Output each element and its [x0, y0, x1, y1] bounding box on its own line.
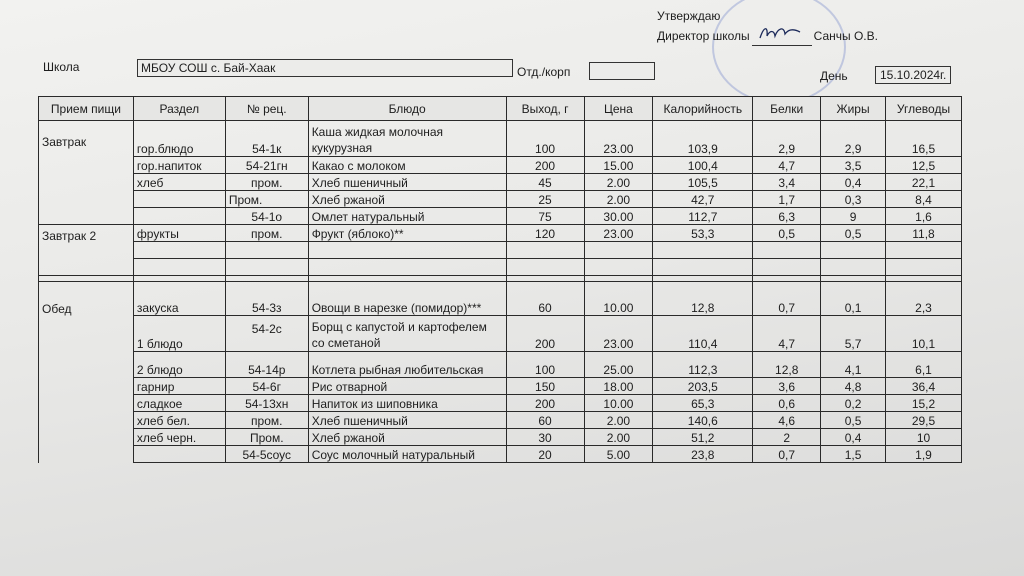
cell-dish: Хлеб ржаной	[308, 191, 506, 208]
empty-row	[39, 259, 962, 276]
cell-protein: 0,5	[753, 225, 821, 242]
cell-protein: 12,8	[753, 352, 821, 378]
col-dish: Блюдо	[308, 97, 506, 121]
cell-carbs: 10,1	[886, 316, 962, 352]
cell-protein: 1,7	[753, 191, 821, 208]
date-field: 15.10.2024г.	[875, 66, 951, 84]
meal-cell: Завтрак	[39, 121, 134, 225]
cell-fat: 3,5	[821, 157, 886, 174]
cell-dish	[308, 316, 506, 352]
cell-fat: 1,5	[821, 446, 886, 463]
cell-calories: 65,3	[653, 395, 753, 412]
col-carbs: Углеводы	[886, 97, 962, 121]
cell-section	[133, 208, 225, 225]
table-row	[39, 352, 962, 378]
menu-table	[38, 96, 962, 463]
cell-recipe: 54-1к	[225, 121, 308, 157]
cell-section	[133, 446, 225, 463]
cell-fat: 5,7	[821, 316, 886, 352]
cell-output: 100	[506, 121, 584, 157]
cell-price: 18.00	[584, 378, 653, 395]
dept-field	[589, 62, 655, 80]
table-row	[39, 378, 962, 395]
cell-recipe: 54-6г	[225, 378, 308, 395]
col-price: Цена	[584, 97, 653, 121]
cell-dish: Омлет натуральный	[308, 208, 506, 225]
cell-protein: 2,9	[753, 121, 821, 157]
cell-section: гарнир	[133, 378, 225, 395]
table-row	[39, 191, 962, 208]
cell-recipe: 54-1о	[225, 208, 308, 225]
cell-carbs: 29,5	[886, 412, 962, 429]
cell-fat: 0,5	[821, 412, 886, 429]
table-row	[39, 174, 962, 191]
cell-fat: 2,9	[821, 121, 886, 157]
cell-fat: 4,8	[821, 378, 886, 395]
col-calories: Калорийность	[653, 97, 753, 121]
table-row	[39, 412, 962, 429]
cell-price: 2.00	[584, 412, 653, 429]
cell-carbs: 22,1	[886, 174, 962, 191]
cell-price: 15.00	[584, 157, 653, 174]
cell-dish: Хлеб пшеничный	[308, 412, 506, 429]
empty-row	[39, 242, 962, 259]
col-section: Раздел	[133, 97, 225, 121]
cell-output: 25	[506, 191, 584, 208]
meal-cell: Завтрак 2	[39, 225, 134, 276]
cell-recipe: пром.	[225, 225, 308, 242]
dish-line: со сметаной	[311, 336, 381, 350]
cell-calories: 105,5	[653, 174, 753, 191]
signature-icon	[758, 24, 802, 42]
cell-price: 23.00	[584, 225, 653, 242]
director-label: Директор школы	[657, 29, 750, 43]
cell-output: 200	[506, 157, 584, 174]
cell-section: фрукты	[133, 225, 225, 242]
cell-section: хлеб бел.	[133, 412, 225, 429]
cell-output: 45	[506, 174, 584, 191]
cell-section: гор.напиток	[133, 157, 225, 174]
cell-recipe: 54-2с	[225, 316, 308, 352]
cell-price: 5.00	[584, 446, 653, 463]
cell-carbs: 12,5	[886, 157, 962, 174]
cell-protein: 4,7	[753, 157, 821, 174]
cell-output: 20	[506, 446, 584, 463]
cell-fat: 9	[821, 208, 886, 225]
cell-price: 30.00	[584, 208, 653, 225]
cell-fat: 0,5	[821, 225, 886, 242]
table-row	[39, 121, 962, 157]
dish-line: Каша жидкая молочная	[311, 125, 443, 139]
cell-section: закуска	[133, 282, 225, 316]
cell-section: хлеб черн.	[133, 429, 225, 446]
cell-carbs: 6,1	[886, 352, 962, 378]
cell-protein: 0,7	[753, 282, 821, 316]
cell-recipe: 54-3з	[225, 282, 308, 316]
cell-dish: Котлета рыбная любительская	[308, 352, 506, 378]
cell-dish	[308, 121, 506, 157]
cell-fat: 0,4	[821, 429, 886, 446]
cell-dish: Какао с молоком	[308, 157, 506, 174]
cell-price: 2.00	[584, 191, 653, 208]
cell-output: 75	[506, 208, 584, 225]
cell-calories: 103,9	[653, 121, 753, 157]
cell-price: 10.00	[584, 282, 653, 316]
cell-recipe: пром.	[225, 412, 308, 429]
cell-carbs: 1,9	[886, 446, 962, 463]
cell-recipe: 54-5соус	[225, 446, 308, 463]
cell-section: хлеб	[133, 174, 225, 191]
cell-output: 200	[506, 316, 584, 352]
cell-protein: 2	[753, 429, 821, 446]
col-meal: Прием пищи	[39, 97, 134, 121]
cell-calories: 110,4	[653, 316, 753, 352]
col-protein: Белки	[753, 97, 821, 121]
cell-protein: 4,7	[753, 316, 821, 352]
table-row	[39, 316, 962, 352]
table-row	[39, 208, 962, 225]
cell-dish: Овощи в нарезке (помидор)***	[308, 282, 506, 316]
cell-price: 23.00	[584, 121, 653, 157]
cell-fat: 0,1	[821, 282, 886, 316]
cell-dish: Хлеб ржаной	[308, 429, 506, 446]
cell-protein: 6,3	[753, 208, 821, 225]
cell-price: 25.00	[584, 352, 653, 378]
director-name: Санчы О.В.	[813, 29, 878, 43]
cell-section: гор.блюдо	[133, 121, 225, 157]
cell-price: 2.00	[584, 429, 653, 446]
table-row	[39, 429, 962, 446]
cell-carbs: 10	[886, 429, 962, 446]
cell-dish: Рис отварной	[308, 378, 506, 395]
table-row	[39, 446, 962, 463]
table-row	[39, 225, 962, 242]
cell-protein: 0,6	[753, 395, 821, 412]
cell-calories: 53,3	[653, 225, 753, 242]
col-fat: Жиры	[821, 97, 886, 121]
cell-price: 10.00	[584, 395, 653, 412]
cell-carbs: 36,4	[886, 378, 962, 395]
cell-fat: 4,1	[821, 352, 886, 378]
cell-calories: 112,3	[653, 352, 753, 378]
dish-line: Борщ с капустой и картофелем	[311, 320, 487, 334]
approval-block	[657, 6, 878, 43]
approve-label: Утверждаю	[657, 9, 721, 23]
day-label: День	[820, 69, 848, 83]
cell-calories: 100,4	[653, 157, 753, 174]
meal-cell: Обед	[39, 282, 134, 463]
cell-protein: 4,6	[753, 412, 821, 429]
cell-dish: Соус молочный натуральный	[308, 446, 506, 463]
cell-price: 2.00	[584, 174, 653, 191]
dept-label: Отд./корп	[517, 65, 571, 79]
cell-carbs: 15,2	[886, 395, 962, 412]
cell-calories: 12,8	[653, 282, 753, 316]
cell-carbs: 1,6	[886, 208, 962, 225]
cell-output: 200	[506, 395, 584, 412]
cell-dish: Фрукт (яблоко)**	[308, 225, 506, 242]
cell-section: сладкое	[133, 395, 225, 412]
cell-price: 23.00	[584, 316, 653, 352]
cell-calories: 203,5	[653, 378, 753, 395]
cell-recipe: пром.	[225, 174, 308, 191]
cell-fat: 0,2	[821, 395, 886, 412]
cell-output: 30	[506, 429, 584, 446]
col-output: Выход, г	[506, 97, 584, 121]
cell-section: 2 блюдо	[133, 352, 225, 378]
cell-dish: Напиток из шиповника	[308, 395, 506, 412]
cell-dish: Хлеб пшеничный	[308, 174, 506, 191]
cell-output: 60	[506, 282, 584, 316]
cell-carbs: 8,4	[886, 191, 962, 208]
cell-carbs: 16,5	[886, 121, 962, 157]
cell-calories: 140,6	[653, 412, 753, 429]
col-recipe: № рец.	[225, 97, 308, 121]
cell-section: 1 блюдо	[133, 316, 225, 352]
cell-recipe: 54-14р	[225, 352, 308, 378]
table-row	[39, 157, 962, 174]
cell-fat: 0,3	[821, 191, 886, 208]
cell-calories: 42,7	[653, 191, 753, 208]
table-row	[39, 282, 962, 316]
cell-recipe: 54-13хн	[225, 395, 308, 412]
table-row	[39, 395, 962, 412]
table-header	[39, 97, 962, 121]
cell-section	[133, 191, 225, 208]
cell-output: 60	[506, 412, 584, 429]
cell-protein: 3,4	[753, 174, 821, 191]
school-label: Школа	[43, 60, 80, 74]
cell-recipe: Пром.	[225, 191, 308, 208]
cell-calories: 112,7	[653, 208, 753, 225]
cell-protein: 0,7	[753, 446, 821, 463]
cell-output: 100	[506, 352, 584, 378]
cell-carbs: 2,3	[886, 282, 962, 316]
school-field: МБОУ СОШ с. Бай-Хаак	[137, 59, 513, 77]
cell-recipe: Пром.	[225, 429, 308, 446]
cell-recipe: 54-21гн	[225, 157, 308, 174]
school-stamp	[712, 0, 846, 104]
cell-calories: 51,2	[653, 429, 753, 446]
cell-output: 120	[506, 225, 584, 242]
cell-output: 150	[506, 378, 584, 395]
cell-carbs: 11,8	[886, 225, 962, 242]
cell-calories: 23,8	[653, 446, 753, 463]
dish-line: кукурузная	[311, 141, 373, 155]
cell-fat: 0,4	[821, 174, 886, 191]
cell-protein: 3,6	[753, 378, 821, 395]
